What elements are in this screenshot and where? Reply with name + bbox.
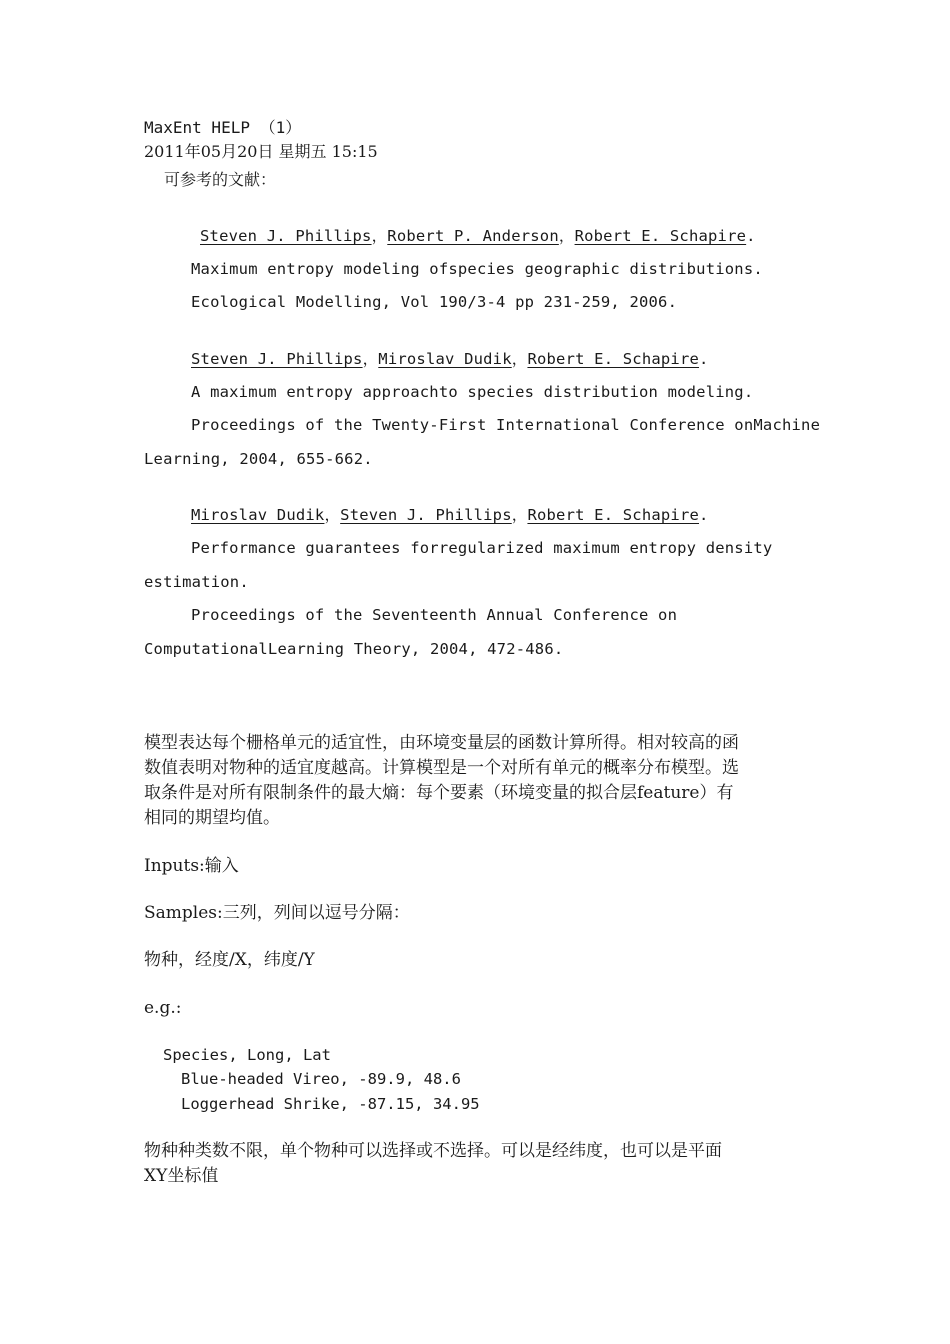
- reference-3-title: Performance guarantees forregularized maximum entropy density: [191, 539, 773, 557]
- reference-3-source-cont: ComputationalLearning Theory, 2004, 472-486.: [144, 640, 564, 658]
- reference-2-authors: Steven J. Phillips，Miroslav Dudik，Robert E. Schapire.: [191, 350, 709, 368]
- reference-2-source-cont: Learning, 2004, 655-662.: [144, 450, 373, 468]
- example-label: e.g.:: [144, 998, 182, 1018]
- samples-columns: 物种，经度/X，纬度/Y: [144, 950, 315, 970]
- model-description-line: 相同的期望均值。: [144, 808, 280, 828]
- reference-1-source: Ecological Modelling, Vol 190/3-4 pp 231-259, 2006.: [191, 293, 678, 311]
- author-link[interactable]: Steven J. Phillips: [200, 227, 372, 245]
- samples-description: Samples:三列，列间以逗号分隔：: [144, 903, 410, 923]
- references-intro: 可参考的文献：: [164, 170, 277, 189]
- reference-3-title-cont: estimation.: [144, 573, 249, 591]
- species-note-line: XY坐标值: [144, 1166, 219, 1186]
- author-link[interactable]: Robert P. Anderson: [387, 227, 559, 245]
- inputs-heading: Inputs:输入: [144, 856, 239, 876]
- example-header-row: Species, Long, Lat: [163, 1046, 331, 1064]
- author-link[interactable]: Robert E. Schapire: [527, 506, 700, 524]
- reference-2-source: Proceedings of the Twenty-First International Conference onMachine: [191, 416, 821, 434]
- example-row: Blue-headed Vireo, -89.9, 48.6: [181, 1070, 461, 1088]
- document-title: MaxEnt HELP （1）: [144, 118, 302, 137]
- model-description-line: 模型表达每个栅格单元的适宜性，由环境变量层的函数计算所得。相对较高的函: [144, 733, 739, 753]
- reference-3-authors: Miroslav Dudik，Steven J. Phillips，Robert E. Schapire.: [191, 506, 709, 524]
- post-date: 2011年05月20日 星期五 15:15: [144, 142, 378, 161]
- author-link[interactable]: Miroslav Dudik: [378, 350, 512, 368]
- reference-2-title: A maximum entropy approachto species distribution modeling.: [191, 383, 754, 401]
- example-row: Loggerhead Shrike, -87.15, 34.95: [181, 1095, 480, 1113]
- author-link[interactable]: Steven J. Phillips: [340, 506, 512, 524]
- author-link[interactable]: Robert E. Schapire: [574, 227, 747, 245]
- author-link[interactable]: Robert E. Schapire: [527, 350, 700, 368]
- author-link[interactable]: Steven J. Phillips: [191, 350, 363, 368]
- author-link[interactable]: Miroslav Dudik: [191, 506, 325, 524]
- reference-1-authors: Steven J. Phillips，Robert P. Anderson，Robert E. Schapire.: [200, 227, 756, 245]
- reference-1-title: Maximum entropy modeling ofspecies geographic distributions.: [191, 260, 763, 278]
- reference-3-source: Proceedings of the Seventeenth Annual Conference on: [191, 606, 678, 624]
- species-note-line: 物种种类数不限，单个物种可以选择或不选择。可以是经纬度，也可以是平面: [144, 1141, 722, 1161]
- model-description-line: 数值表明对物种的适宜度越高。计算模型是一个对所有单元的概率分布模型。选: [144, 758, 739, 778]
- model-description-line: 取条件是对所有限制条件的最大熵：每个要素（环境变量的拟合层feature）有: [144, 783, 734, 803]
